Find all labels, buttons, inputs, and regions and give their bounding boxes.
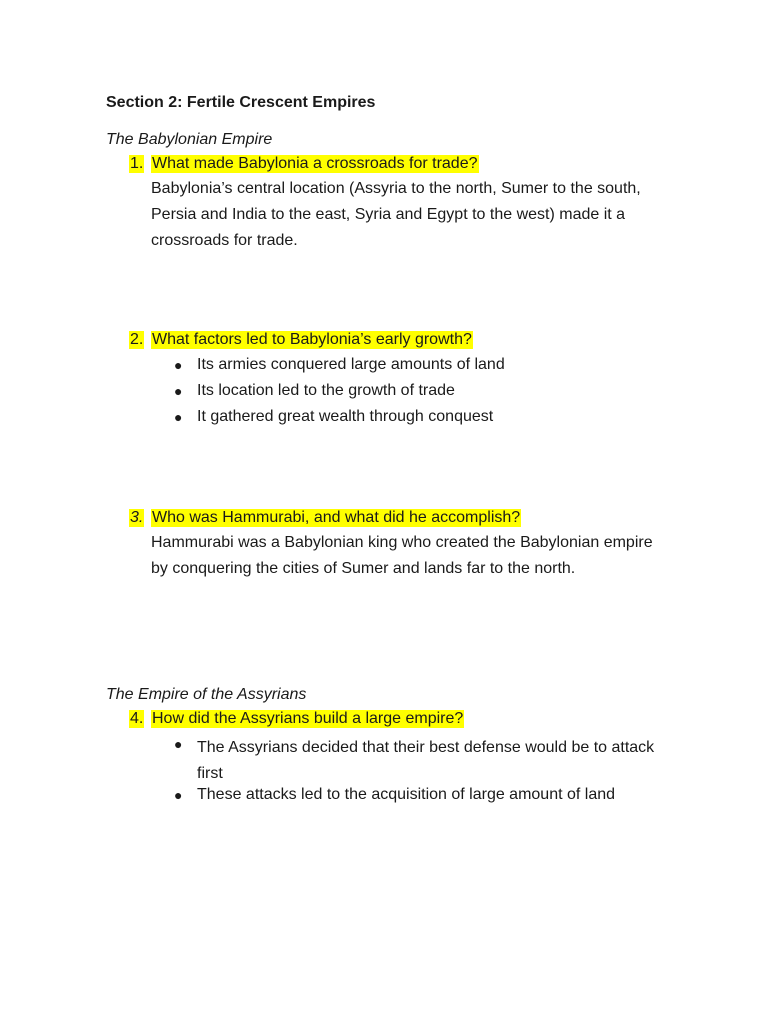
- list-item: It gathered great wealth through conquest: [197, 408, 494, 425]
- question-text: Who was Hammurabi, and what did he accomplish?: [152, 509, 521, 526]
- list-item-line: The Assyrians decided that their best defense would be to attack: [197, 739, 655, 756]
- question-number: 4.: [130, 710, 144, 727]
- question-text: How did the Assyrians build a large empire?: [152, 710, 464, 727]
- question-text: What factors led to Babylonia’s early growth?: [152, 331, 472, 348]
- subsection-title-babylonian: The Babylonian Empire: [106, 131, 273, 148]
- question-number: 1.: [130, 155, 144, 172]
- bullet-icon: ●: [174, 383, 183, 399]
- subsection-title-assyrian: The Empire of the Assyrians: [106, 686, 307, 703]
- bullet-icon: ●: [174, 357, 183, 373]
- question-number: 2.: [130, 331, 144, 348]
- list-item: [197, 735, 654, 787]
- question-text: What made Babylonia a crossroads for trade?: [152, 155, 478, 172]
- answer-line: by conquering the cities of Sumer and lands far to the north.: [151, 560, 576, 577]
- section-heading: Section 2: Fertile Crescent Empires: [106, 94, 376, 111]
- bullet-icon: ●: [174, 787, 183, 803]
- question-number: 3.: [130, 509, 144, 526]
- list-item: Its location led to the growth of trade: [197, 382, 455, 399]
- answer-paragraph: [151, 530, 653, 582]
- bullet-icon: ●: [174, 409, 183, 425]
- bullet-icon: ●: [174, 736, 183, 752]
- answer-line: Hammurabi was a Babylonian king who created the Babylonian empire: [151, 534, 653, 551]
- answer-line: Persia and India to the east, Syria and Egypt to the west) made it a: [151, 206, 626, 223]
- list-item: These attacks led to the acquisition of large amount of land: [197, 786, 616, 803]
- answer-line: crossroads for trade.: [151, 232, 298, 249]
- answer-line: Babylonia’s central location (Assyria to the north, Sumer to the south,: [151, 180, 641, 197]
- list-item-line: first: [197, 765, 223, 782]
- list-item: Its armies conquered large amounts of land: [197, 356, 505, 373]
- answer-paragraph: [151, 176, 641, 254]
